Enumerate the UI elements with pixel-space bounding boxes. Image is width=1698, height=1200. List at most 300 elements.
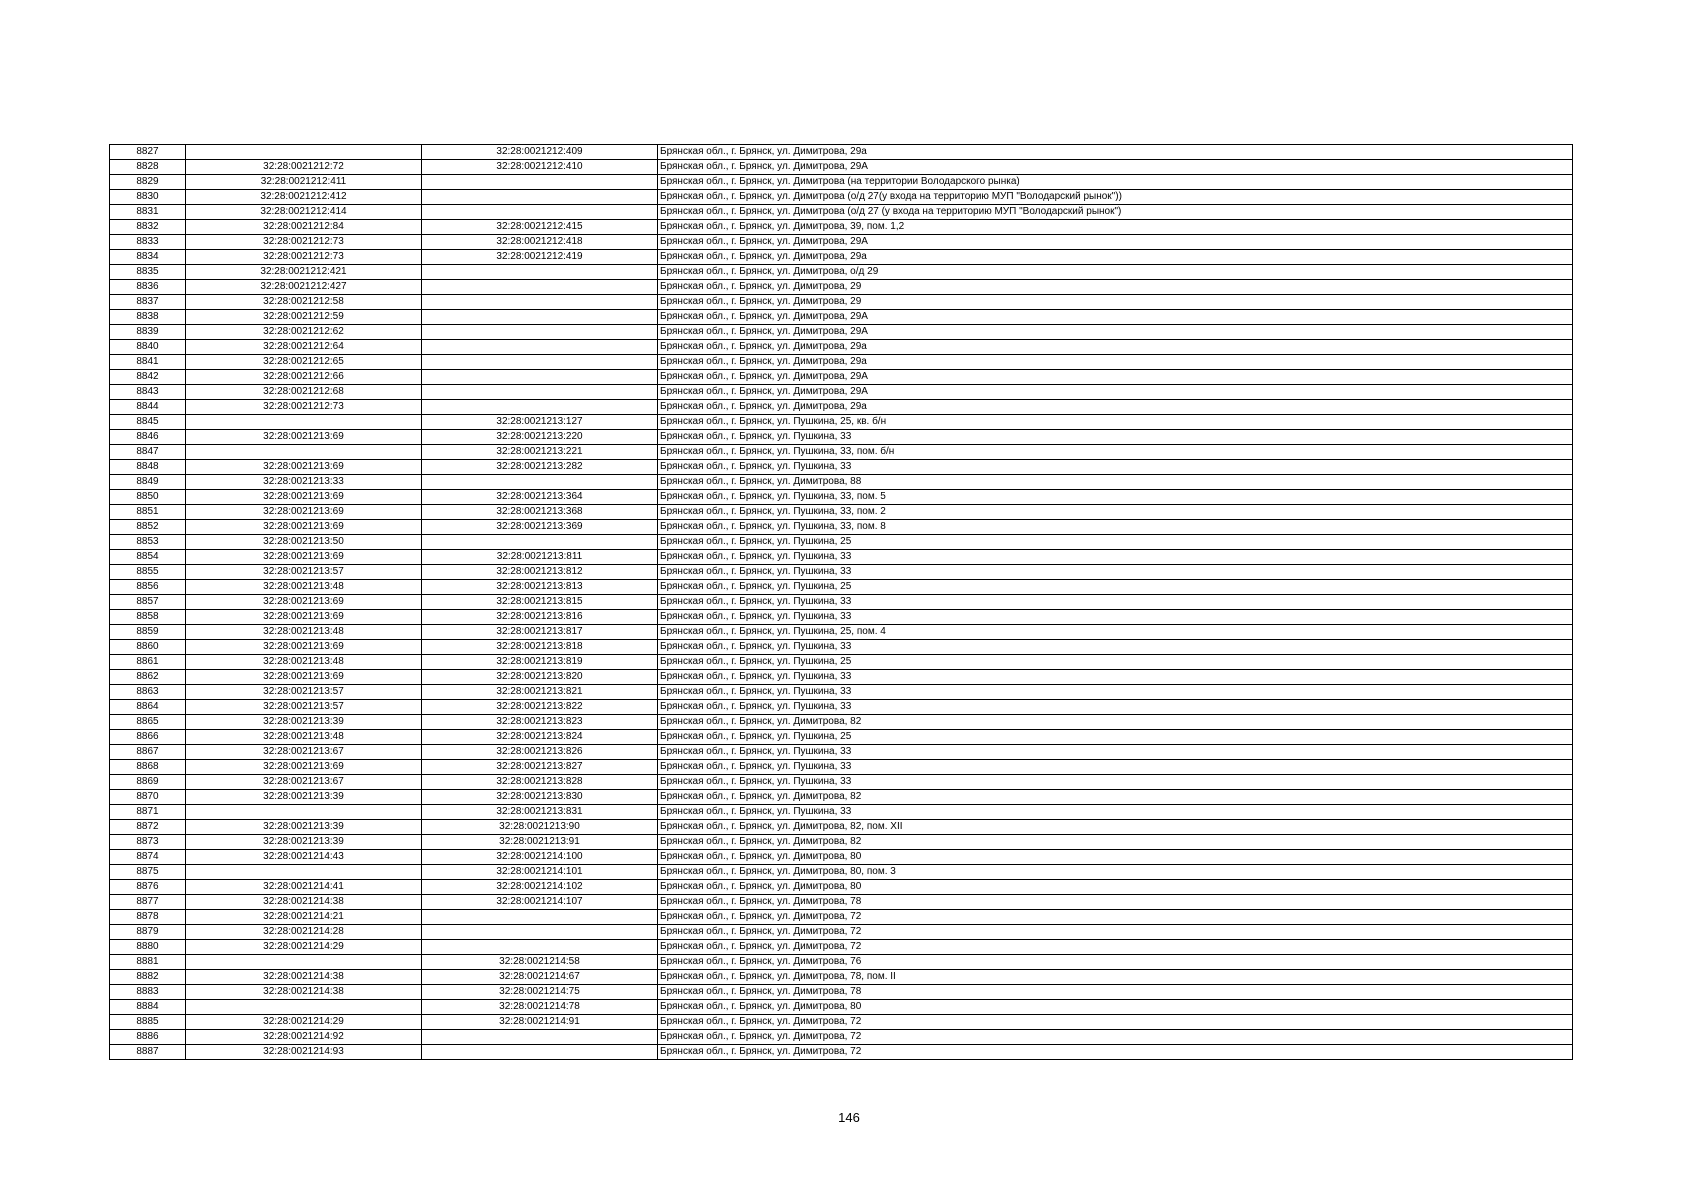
- address-cell: Брянская обл., г. Брянск, ул. Димитрова, 39, пом. 1,2: [658, 220, 1573, 235]
- cadastral-number-cell: 32:28:0021212:419: [422, 250, 658, 265]
- parent-cadastral-number-cell: 32:28:0021213:69: [186, 505, 422, 520]
- address-cell: Брянская обл., г. Брянск, ул. Димитрова, 72: [658, 925, 1573, 940]
- cadastral-number-cell: [422, 910, 658, 925]
- cadastral-number-cell: 32:28:0021213:826: [422, 745, 658, 760]
- address-cell: Брянская обл., г. Брянск, ул. Пушкина, 33: [658, 430, 1573, 445]
- cadastral-number-cell: 32:28:0021213:828: [422, 775, 658, 790]
- parent-cadastral-number-cell: 32:28:0021213:69: [186, 430, 422, 445]
- cadastral-number-cell: 32:28:0021212:415: [422, 220, 658, 235]
- cadastral-number-cell: 32:28:0021213:822: [422, 700, 658, 715]
- parent-cadastral-number-cell: 32:28:0021214:28: [186, 925, 422, 940]
- table-row: [110, 220, 1573, 235]
- row-number-cell: 8828: [110, 160, 186, 175]
- row-number-cell: 8887: [110, 1045, 186, 1060]
- table-row: [110, 1030, 1573, 1045]
- table-row: [110, 670, 1573, 685]
- row-number-cell: 8833: [110, 235, 186, 250]
- row-number-cell: 8858: [110, 610, 186, 625]
- row-number-cell: 8865: [110, 715, 186, 730]
- cadastral-number-cell: [422, 400, 658, 415]
- cadastral-number-cell: 32:28:0021213:827: [422, 760, 658, 775]
- address-cell: Брянская обл., г. Брянск, ул. Пушкина, 25, кв. б/н: [658, 415, 1573, 430]
- cadastral-number-cell: 32:28:0021213:823: [422, 715, 658, 730]
- address-cell: Брянская обл., г. Брянск, ул. Пушкина, 33: [658, 700, 1573, 715]
- parent-cadastral-number-cell: 32:28:0021213:39: [186, 835, 422, 850]
- row-number-cell: 8879: [110, 925, 186, 940]
- table-row: [110, 145, 1573, 160]
- table-row: [110, 610, 1573, 625]
- cadastral-number-cell: [422, 265, 658, 280]
- table-row: [110, 265, 1573, 280]
- address-cell: Брянская обл., г. Брянск, ул. Димитрова, 72: [658, 1015, 1573, 1030]
- address-cell: Брянская обл., г. Брянск, ул. Димитрова, 80, пом. 3: [658, 865, 1573, 880]
- row-number-cell: 8855: [110, 565, 186, 580]
- cadastral-number-cell: [422, 385, 658, 400]
- parent-cadastral-number-cell: 32:28:0021213:69: [186, 640, 422, 655]
- parent-cadastral-number-cell: 32:28:0021213:48: [186, 580, 422, 595]
- cadastral-number-cell: 32:28:0021213:830: [422, 790, 658, 805]
- cadastral-number-cell: 32:28:0021213:812: [422, 565, 658, 580]
- row-number-cell: 8864: [110, 700, 186, 715]
- parent-cadastral-number-cell: 32:28:0021212:412: [186, 190, 422, 205]
- table-row: [110, 655, 1573, 670]
- cadastral-number-cell: 32:28:0021213:91: [422, 835, 658, 850]
- cadastral-number-cell: 32:28:0021213:831: [422, 805, 658, 820]
- row-number-cell: 8856: [110, 580, 186, 595]
- row-number-cell: 8859: [110, 625, 186, 640]
- parent-cadastral-number-cell: 32:28:0021213:69: [186, 670, 422, 685]
- row-number-cell: 8844: [110, 400, 186, 415]
- address-cell: Брянская обл., г. Брянск, ул. Пушкина, 25: [658, 535, 1573, 550]
- parent-cadastral-number-cell: 32:28:0021213:48: [186, 730, 422, 745]
- row-number-cell: 8830: [110, 190, 186, 205]
- table-row: [110, 1045, 1573, 1060]
- parent-cadastral-number-cell: 32:28:0021213:69: [186, 550, 422, 565]
- table-row: [110, 520, 1573, 535]
- table-row: [110, 355, 1573, 370]
- parent-cadastral-number-cell: 32:28:0021214:43: [186, 850, 422, 865]
- cadastral-number-cell: 32:28:0021213:820: [422, 670, 658, 685]
- parent-cadastral-number-cell: 32:28:0021213:69: [186, 490, 422, 505]
- address-cell: Брянская обл., г. Брянск, ул. Пушкина, 33, пом. 2: [658, 505, 1573, 520]
- table-row: [110, 715, 1573, 730]
- table-row: [110, 175, 1573, 190]
- row-number-cell: 8836: [110, 280, 186, 295]
- table-row: [110, 535, 1573, 550]
- address-cell: Брянская обл., г. Брянск, ул. Пушкина, 33: [658, 595, 1573, 610]
- address-cell: Брянская обл., г. Брянск, ул. Пушкина, 33: [658, 775, 1573, 790]
- address-cell: Брянская обл., г. Брянск, ул. Димитрова, 29А: [658, 160, 1573, 175]
- address-cell: Брянская обл., г. Брянск, ул. Димитрова, 29а: [658, 355, 1573, 370]
- parent-cadastral-number-cell: 32:28:0021213:48: [186, 625, 422, 640]
- table-row: [110, 1000, 1573, 1015]
- row-number-cell: 8861: [110, 655, 186, 670]
- table-row: [110, 370, 1573, 385]
- row-number-cell: 8867: [110, 745, 186, 760]
- address-cell: Брянская обл., г. Брянск, ул. Димитрова, 72: [658, 1030, 1573, 1045]
- address-cell: Брянская обл., г. Брянск, ул. Димитрова, 29а: [658, 145, 1573, 160]
- table-row: [110, 340, 1573, 355]
- cadastral-number-cell: 32:28:0021213:369: [422, 520, 658, 535]
- row-number-cell: 8834: [110, 250, 186, 265]
- table-row: [110, 205, 1573, 220]
- table-row: [110, 805, 1573, 820]
- cadastral-number-cell: 32:28:0021214:91: [422, 1015, 658, 1030]
- cadastral-number-cell: 32:28:0021213:90: [422, 820, 658, 835]
- parent-cadastral-number-cell: 32:28:0021213:57: [186, 565, 422, 580]
- address-cell: Брянская обл., г. Брянск, ул. Пушкина, 33: [658, 610, 1573, 625]
- cadastral-number-cell: 32:28:0021212:418: [422, 235, 658, 250]
- row-number-cell: 8853: [110, 535, 186, 550]
- row-number-cell: 8847: [110, 445, 186, 460]
- row-number-cell: 8857: [110, 595, 186, 610]
- address-cell: Брянская обл., г. Брянск, ул. Пушкина, 33: [658, 670, 1573, 685]
- table-row: [110, 1015, 1573, 1030]
- row-number-cell: 8854: [110, 550, 186, 565]
- row-number-cell: 8869: [110, 775, 186, 790]
- row-number-cell: 8880: [110, 940, 186, 955]
- cadastral-number-cell: 32:28:0021213:819: [422, 655, 658, 670]
- row-number-cell: 8851: [110, 505, 186, 520]
- row-number-cell: 8845: [110, 415, 186, 430]
- address-cell: Брянская обл., г. Брянск, ул. Пушкина, 33, пом. б/н: [658, 445, 1573, 460]
- table-row: [110, 295, 1573, 310]
- parent-cadastral-number-cell: [186, 145, 422, 160]
- parent-cadastral-number-cell: 32:28:0021214:21: [186, 910, 422, 925]
- address-cell: Брянская обл., г. Брянск, ул. Димитрова, 29А: [658, 310, 1573, 325]
- row-number-cell: 8876: [110, 880, 186, 895]
- table-row: [110, 880, 1573, 895]
- table-row: [110, 325, 1573, 340]
- cadastral-number-cell: 32:28:0021213:821: [422, 685, 658, 700]
- parent-cadastral-number-cell: 32:28:0021214:92: [186, 1030, 422, 1045]
- parent-cadastral-number-cell: 32:28:0021213:48: [186, 655, 422, 670]
- table-row: [110, 700, 1573, 715]
- cadastral-number-cell: 32:28:0021212:409: [422, 145, 658, 160]
- address-cell: Брянская обл., г. Брянск, ул. Димитрова, 76: [658, 955, 1573, 970]
- parent-cadastral-number-cell: 32:28:0021213:69: [186, 460, 422, 475]
- address-cell: Брянская обл., г. Брянск, ул. Димитрова, о/д 29: [658, 265, 1573, 280]
- parent-cadastral-number-cell: 32:28:0021214:41: [186, 880, 422, 895]
- row-number-cell: 8874: [110, 850, 186, 865]
- row-number-cell: 8866: [110, 730, 186, 745]
- cadastral-number-cell: [422, 1030, 658, 1045]
- parent-cadastral-number-cell: [186, 955, 422, 970]
- address-cell: Брянская обл., г. Брянск, ул. Пушкина, 25: [658, 580, 1573, 595]
- address-cell: Брянская обл., г. Брянск, ул. Димитрова, 82: [658, 715, 1573, 730]
- parent-cadastral-number-cell: 32:28:0021212:58: [186, 295, 422, 310]
- address-cell: Брянская обл., г. Брянск, ул. Димитрова, 29а: [658, 400, 1573, 415]
- address-cell: Брянская обл., г. Брянск, ул. Пушкина, 25, пом. 4: [658, 625, 1573, 640]
- registry-table-body: [110, 145, 1573, 1060]
- address-cell: Брянская обл., г. Брянск, ул. Димитрова, 80: [658, 1000, 1573, 1015]
- cadastral-number-cell: 32:28:0021214:100: [422, 850, 658, 865]
- address-cell: Брянская обл., г. Брянск, ул. Димитрова (на территории Володарского рынка): [658, 175, 1573, 190]
- address-cell: Брянская обл., г. Брянск, ул. Димитрова, 82, пом. XII: [658, 820, 1573, 835]
- parent-cadastral-number-cell: 32:28:0021214:29: [186, 940, 422, 955]
- parent-cadastral-number-cell: 32:28:0021213:67: [186, 775, 422, 790]
- cadastral-number-cell: 32:28:0021213:817: [422, 625, 658, 640]
- parent-cadastral-number-cell: 32:28:0021212:66: [186, 370, 422, 385]
- table-row: [110, 595, 1573, 610]
- parent-cadastral-number-cell: 32:28:0021213:39: [186, 790, 422, 805]
- table-row: [110, 625, 1573, 640]
- table-row: [110, 505, 1573, 520]
- table-row: [110, 985, 1573, 1000]
- row-number-cell: 8882: [110, 970, 186, 985]
- parent-cadastral-number-cell: 32:28:0021212:411: [186, 175, 422, 190]
- cadastral-number-cell: 32:28:0021213:824: [422, 730, 658, 745]
- cadastral-number-cell: 32:28:0021212:410: [422, 160, 658, 175]
- row-number-cell: 8843: [110, 385, 186, 400]
- row-number-cell: 8837: [110, 295, 186, 310]
- cadastral-number-cell: [422, 190, 658, 205]
- cadastral-number-cell: 32:28:0021214:58: [422, 955, 658, 970]
- row-number-cell: 8883: [110, 985, 186, 1000]
- address-cell: Брянская обл., г. Брянск, ул. Пушкина, 33: [658, 460, 1573, 475]
- address-cell: Брянская обл., г. Брянск, ул. Димитрова, 29А: [658, 385, 1573, 400]
- cadastral-number-cell: 32:28:0021213:818: [422, 640, 658, 655]
- table-row: [110, 490, 1573, 505]
- address-cell: Брянская обл., г. Брянск, ул. Пушкина, 25: [658, 730, 1573, 745]
- row-number-cell: 8881: [110, 955, 186, 970]
- cadastral-number-cell: 32:28:0021213:815: [422, 595, 658, 610]
- row-number-cell: 8832: [110, 220, 186, 235]
- table-row: [110, 940, 1573, 955]
- parent-cadastral-number-cell: 32:28:0021214:38: [186, 895, 422, 910]
- parent-cadastral-number-cell: [186, 805, 422, 820]
- table-row: [110, 640, 1573, 655]
- address-cell: Брянская обл., г. Брянск, ул. Димитрова, 78: [658, 895, 1573, 910]
- address-cell: Брянская обл., г. Брянск, ул. Димитрова, 82: [658, 790, 1573, 805]
- row-number-cell: 8873: [110, 835, 186, 850]
- cadastral-number-cell: 32:28:0021214:78: [422, 1000, 658, 1015]
- row-number-cell: 8886: [110, 1030, 186, 1045]
- table-row: [110, 415, 1573, 430]
- parent-cadastral-number-cell: 32:28:0021213:33: [186, 475, 422, 490]
- parent-cadastral-number-cell: 32:28:0021212:73: [186, 250, 422, 265]
- address-cell: Брянская обл., г. Брянск, ул. Димитрова, 72: [658, 910, 1573, 925]
- cadastral-number-cell: 32:28:0021213:816: [422, 610, 658, 625]
- parent-cadastral-number-cell: 32:28:0021212:64: [186, 340, 422, 355]
- parent-cadastral-number-cell: 32:28:0021212:421: [186, 265, 422, 280]
- row-number-cell: 8875: [110, 865, 186, 880]
- row-number-cell: 8849: [110, 475, 186, 490]
- table-row: [110, 925, 1573, 940]
- cadastral-number-cell: [422, 370, 658, 385]
- row-number-cell: 8885: [110, 1015, 186, 1030]
- registry-table: [109, 144, 1573, 1060]
- parent-cadastral-number-cell: 32:28:0021214:38: [186, 985, 422, 1000]
- address-cell: Брянская обл., г. Брянск, ул. Пушкина, 33: [658, 550, 1573, 565]
- table-row: [110, 685, 1573, 700]
- parent-cadastral-number-cell: 32:28:0021213:69: [186, 760, 422, 775]
- table-row: [110, 565, 1573, 580]
- cadastral-number-cell: [422, 925, 658, 940]
- row-number-cell: 8829: [110, 175, 186, 190]
- address-cell: Брянская обл., г. Брянск, ул. Димитрова, 72: [658, 1045, 1573, 1060]
- row-number-cell: 8850: [110, 490, 186, 505]
- parent-cadastral-number-cell: 32:28:0021213:69: [186, 520, 422, 535]
- table-row: [110, 850, 1573, 865]
- parent-cadastral-number-cell: 32:28:0021213:67: [186, 745, 422, 760]
- address-cell: Брянская обл., г. Брянск, ул. Димитрова, 88: [658, 475, 1573, 490]
- table-row: [110, 160, 1573, 175]
- row-number-cell: 8871: [110, 805, 186, 820]
- row-number-cell: 8862: [110, 670, 186, 685]
- row-number-cell: 8846: [110, 430, 186, 445]
- parent-cadastral-number-cell: [186, 1000, 422, 1015]
- address-cell: Брянская обл., г. Брянск, ул. Димитрова, 29А: [658, 235, 1573, 250]
- address-cell: Брянская обл., г. Брянск, ул. Пушкина, 33: [658, 565, 1573, 580]
- page-number: 146: [838, 1110, 860, 1125]
- address-cell: Брянская обл., г. Брянск, ул. Димитрова, 80: [658, 850, 1573, 865]
- address-cell: Брянская обл., г. Брянск, ул. Димитрова, 29а: [658, 250, 1573, 265]
- cadastral-number-cell: [422, 355, 658, 370]
- parent-cadastral-number-cell: 32:28:0021212:84: [186, 220, 422, 235]
- cadastral-number-cell: 32:28:0021214:67: [422, 970, 658, 985]
- parent-cadastral-number-cell: 32:28:0021212:62: [186, 325, 422, 340]
- table-row: [110, 955, 1573, 970]
- address-cell: Брянская обл., г. Брянск, ул. Пушкина, 33: [658, 805, 1573, 820]
- parent-cadastral-number-cell: 32:28:0021212:59: [186, 310, 422, 325]
- parent-cadastral-number-cell: 32:28:0021213:50: [186, 535, 422, 550]
- row-number-cell: 8831: [110, 205, 186, 220]
- cadastral-number-cell: 32:28:0021213:127: [422, 415, 658, 430]
- address-cell: Брянская обл., г. Брянск, ул. Пушкина, 33, пом. 8: [658, 520, 1573, 535]
- table-row: [110, 250, 1573, 265]
- parent-cadastral-number-cell: [186, 445, 422, 460]
- parent-cadastral-number-cell: 32:28:0021212:73: [186, 235, 422, 250]
- table-row: [110, 970, 1573, 985]
- cadastral-number-cell: [422, 295, 658, 310]
- address-cell: Брянская обл., г. Брянск, ул. Пушкина, 33: [658, 745, 1573, 760]
- parent-cadastral-number-cell: 32:28:0021214:29: [186, 1015, 422, 1030]
- table-row: [110, 745, 1573, 760]
- table-row: [110, 730, 1573, 745]
- address-cell: Брянская обл., г. Брянск, ул. Димитрова, 29: [658, 280, 1573, 295]
- row-number-cell: 8835: [110, 265, 186, 280]
- row-number-cell: 8868: [110, 760, 186, 775]
- table-row: [110, 580, 1573, 595]
- table-row: [110, 775, 1573, 790]
- address-cell: Брянская обл., г. Брянск, ул. Димитрова, 80: [658, 880, 1573, 895]
- cadastral-number-cell: [422, 175, 658, 190]
- row-number-cell: 8860: [110, 640, 186, 655]
- cadastral-number-cell: [422, 1045, 658, 1060]
- address-cell: Брянская обл., г. Брянск, ул. Пушкина, 33: [658, 640, 1573, 655]
- row-number-cell: 8870: [110, 790, 186, 805]
- cadastral-number-cell: 32:28:0021214:101: [422, 865, 658, 880]
- row-number-cell: 8842: [110, 370, 186, 385]
- cadastral-number-cell: [422, 325, 658, 340]
- row-number-cell: 8848: [110, 460, 186, 475]
- table-row: [110, 400, 1573, 415]
- address-cell: Брянская обл., г. Брянск, ул. Димитрова, 82: [658, 835, 1573, 850]
- cadastral-number-cell: 32:28:0021214:102: [422, 880, 658, 895]
- cadastral-number-cell: [422, 310, 658, 325]
- table-row: [110, 910, 1573, 925]
- cadastral-number-cell: 32:28:0021213:811: [422, 550, 658, 565]
- address-cell: Брянская обл., г. Брянск, ул. Димитрова, 29А: [658, 325, 1573, 340]
- parent-cadastral-number-cell: 32:28:0021212:68: [186, 385, 422, 400]
- cadastral-number-cell: 32:28:0021213:364: [422, 490, 658, 505]
- address-cell: Брянская обл., г. Брянск, ул. Пушкина, 33, пом. 5: [658, 490, 1573, 505]
- row-number-cell: 8863: [110, 685, 186, 700]
- table-row: [110, 235, 1573, 250]
- table-row: [110, 550, 1573, 565]
- parent-cadastral-number-cell: 32:28:0021212:427: [186, 280, 422, 295]
- table-row: [110, 385, 1573, 400]
- address-cell: Брянская обл., г. Брянск, ул. Димитрова (о/д 27 (у входа на территорию МУП "Володарский рынок"): [658, 205, 1573, 220]
- row-number-cell: 8838: [110, 310, 186, 325]
- cadastral-number-cell: 32:28:0021214:107: [422, 895, 658, 910]
- table-row: [110, 820, 1573, 835]
- row-number-cell: 8852: [110, 520, 186, 535]
- parent-cadastral-number-cell: [186, 415, 422, 430]
- cadastral-number-cell: 32:28:0021214:75: [422, 985, 658, 1000]
- table-row: [110, 475, 1573, 490]
- cadastral-number-cell: [422, 940, 658, 955]
- address-cell: Брянская обл., г. Брянск, ул. Димитрова (о/д 27(у входа на территорию МУП "Володарский рынок")): [658, 190, 1573, 205]
- table-row: [110, 445, 1573, 460]
- cadastral-number-cell: [422, 280, 658, 295]
- table-row: [110, 310, 1573, 325]
- table-row: [110, 280, 1573, 295]
- address-cell: Брянская обл., г. Брянск, ул. Пушкина, 33: [658, 685, 1573, 700]
- cadastral-number-cell: 32:28:0021213:221: [422, 445, 658, 460]
- parent-cadastral-number-cell: 32:28:0021212:65: [186, 355, 422, 370]
- row-number-cell: 8872: [110, 820, 186, 835]
- address-cell: Брянская обл., г. Брянск, ул. Димитрова, 29а: [658, 340, 1573, 355]
- address-cell: Брянская обл., г. Брянск, ул. Димитрова, 78: [658, 985, 1573, 1000]
- address-cell: Брянская обл., г. Брянск, ул. Димитрова, 29: [658, 295, 1573, 310]
- cadastral-number-cell: [422, 535, 658, 550]
- table-row: [110, 430, 1573, 445]
- parent-cadastral-number-cell: 32:28:0021214:93: [186, 1045, 422, 1060]
- table-row: [110, 760, 1573, 775]
- table-row: [110, 790, 1573, 805]
- row-number-cell: 8884: [110, 1000, 186, 1015]
- parent-cadastral-number-cell: 32:28:0021213:69: [186, 595, 422, 610]
- table-row: [110, 865, 1573, 880]
- address-cell: Брянская обл., г. Брянск, ул. Пушкина, 33: [658, 760, 1573, 775]
- address-cell: Брянская обл., г. Брянск, ул. Димитрова, 72: [658, 940, 1573, 955]
- row-number-cell: 8840: [110, 340, 186, 355]
- cadastral-number-cell: 32:28:0021213:813: [422, 580, 658, 595]
- table-row: [110, 895, 1573, 910]
- row-number-cell: 8877: [110, 895, 186, 910]
- table-row: [110, 190, 1573, 205]
- parent-cadastral-number-cell: 32:28:0021213:57: [186, 685, 422, 700]
- cadastral-number-cell: [422, 340, 658, 355]
- table-row: [110, 835, 1573, 850]
- parent-cadastral-number-cell: [186, 865, 422, 880]
- cadastral-number-cell: 32:28:0021213:368: [422, 505, 658, 520]
- parent-cadastral-number-cell: 32:28:0021214:38: [186, 970, 422, 985]
- table-row: [110, 460, 1573, 475]
- cadastral-number-cell: 32:28:0021213:282: [422, 460, 658, 475]
- parent-cadastral-number-cell: 32:28:0021212:414: [186, 205, 422, 220]
- cadastral-number-cell: 32:28:0021213:220: [422, 430, 658, 445]
- parent-cadastral-number-cell: 32:28:0021213:57: [186, 700, 422, 715]
- parent-cadastral-number-cell: 32:28:0021213:69: [186, 610, 422, 625]
- address-cell: Брянская обл., г. Брянск, ул. Димитрова, 29А: [658, 370, 1573, 385]
- parent-cadastral-number-cell: 32:28:0021213:39: [186, 715, 422, 730]
- parent-cadastral-number-cell: 32:28:0021213:39: [186, 820, 422, 835]
- row-number-cell: 8827: [110, 145, 186, 160]
- address-cell: Брянская обл., г. Брянск, ул. Пушкина, 25: [658, 655, 1573, 670]
